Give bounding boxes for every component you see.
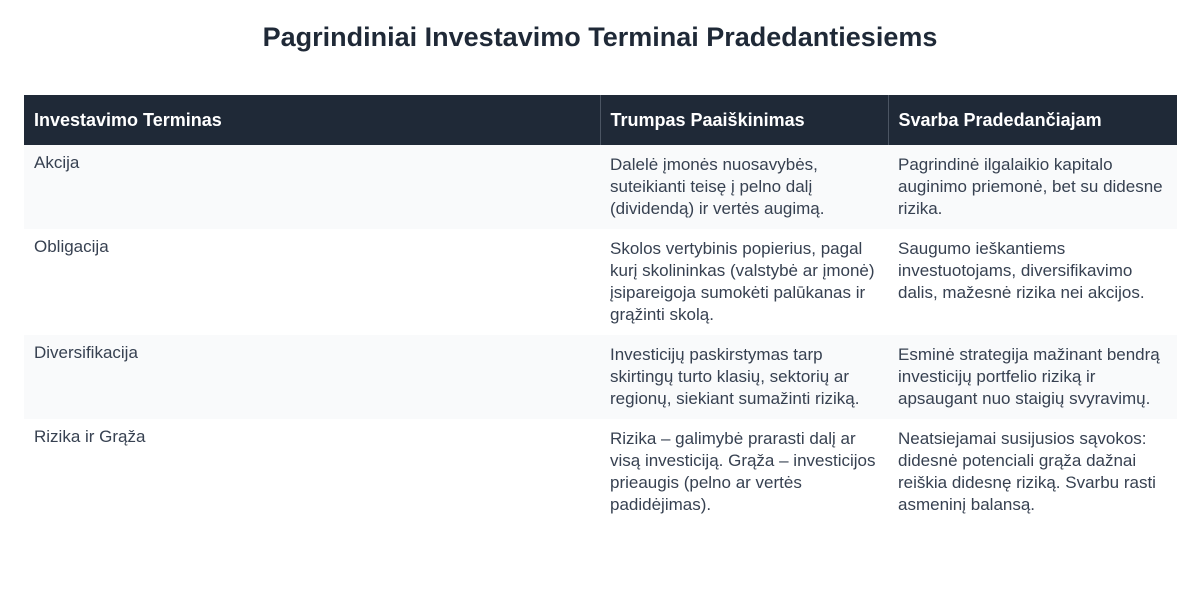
description-cell: Skolos vertybinis popierius, pagal kurį skolininkas (valstybė ar įmonė) įsipareigoja sumokėti palūkanas ir grąžinti skolą. — [610, 239, 875, 324]
table-row — [24, 419, 1177, 525]
term-cell: Diversifikacija — [34, 343, 138, 362]
importance-cell: Esminė strategija mažinant bendrą investicijų portfelio riziką ir apsaugant nuo staigių svyravimų. — [898, 345, 1160, 408]
table-row — [24, 145, 1177, 229]
investment-terms-table — [24, 95, 1177, 525]
term-cell: Rizika ir Grąža — [34, 427, 146, 446]
table-row — [24, 335, 1177, 419]
description-cell: Dalelė įmonės nuosavybės, suteikianti teisę į pelno dalį (dividendą) ir vertės augimą. — [610, 155, 825, 218]
term-cell: Akcija — [34, 153, 80, 172]
description-cell: Rizika – galimybė prarasti dalį ar visą investiciją. Grąža – investicijos prieaugis (pelno ar vertės padidėjimas). — [610, 429, 876, 514]
description-cell: Investicijų paskirstymas tarp skirtingų turto klasių, sektorių ar regionų, siekiant sumažinti riziką. — [610, 345, 860, 408]
importance-cell: Saugumo ieškantiems investuotojams, diversifikavimo dalis, mažesnė rizika nei akcijos. — [898, 239, 1145, 302]
column-header-importance: Svarba Pradedančiajam — [898, 109, 1102, 130]
table-header-row — [24, 95, 1177, 145]
importance-cell: Neatsiejamai susijusios sąvokos: didesnė potenciali grąža dažnai reiškia didesnę riziką. Svarbu rasti asmeninį balansą. — [898, 429, 1156, 514]
page-title: Pagrindiniai Investavimo Terminai Pradedantiesiems — [262, 22, 938, 52]
table-row — [24, 229, 1177, 335]
column-header-term: Investavimo Terminas — [24, 95, 600, 145]
importance-cell: Pagrindinė ilgalaikio kapitalo auginimo priemonė, bet su didesne rizika. — [898, 155, 1163, 218]
column-header-description: Trumpas Paaiškinimas — [600, 95, 888, 145]
term-cell: Obligacija — [34, 237, 109, 256]
